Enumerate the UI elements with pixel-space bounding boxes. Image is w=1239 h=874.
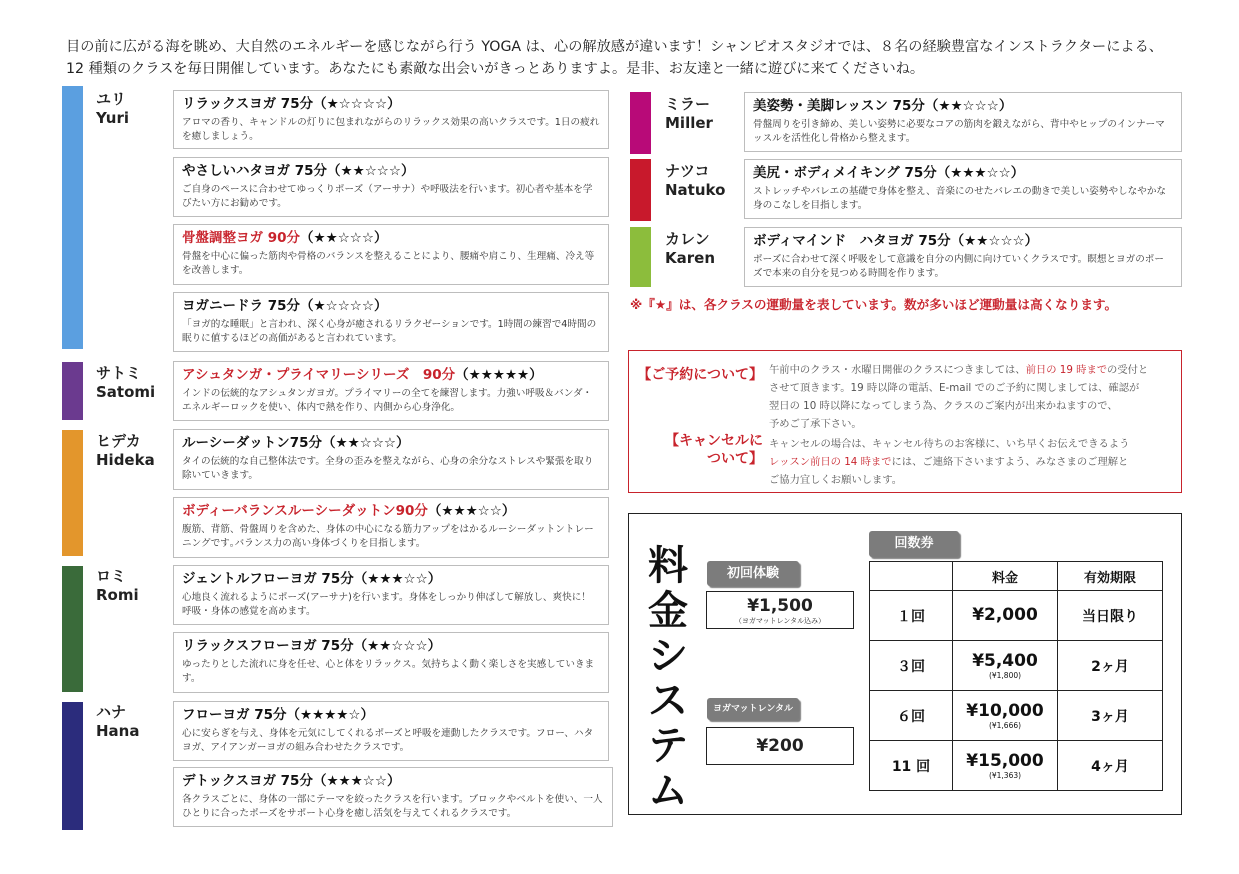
- instructor-bar-hideka: [62, 430, 83, 556]
- class-title: リラックスフローヨガ 75分（★★☆☆☆）: [182, 638, 442, 654]
- class-card[interactable]: [173, 429, 609, 490]
- class-card[interactable]: [173, 565, 609, 625]
- intro-line-1: 目の前に広がる海を眺め、大自然のエネルギーを感じながら行う YOGA は、心の解放感が違います！シャンピオスタジオでは、８名の経験豊富なインストラクターによる、: [66, 39, 1163, 55]
- class-title: ジェントルフローヨガ 75分（★★★☆☆）: [182, 571, 442, 587]
- class-title: デトックスヨガ 75分（★★★☆☆）: [182, 773, 401, 789]
- class-card[interactable]: [744, 159, 1182, 219]
- instructor-name-yuri: ユリ Yuri: [96, 90, 129, 127]
- intro-line-2: 12 種類のクラスを毎日開催しています。あなたにも素敵な出会いがきっとありますよ。是非、お友達と一緒に遊びに来てくださいね。: [66, 61, 925, 77]
- class-title: 美姿勢・美脚レッスン 75分（★★☆☆☆）: [753, 98, 1013, 114]
- instructor-name-natuko: ナツコ Natuko: [665, 162, 726, 199]
- ticket-tag: 回数券: [869, 531, 959, 557]
- trial-price: ¥1,500: [747, 596, 813, 616]
- class-card[interactable]: [173, 632, 609, 693]
- ticket-validity: 3ヶ月: [1058, 691, 1163, 741]
- cancel-label: 【キャンセルに ついて】: [665, 433, 763, 467]
- mat-price: ¥200: [756, 736, 804, 756]
- class-title: ルーシーダットン75分（★★☆☆☆）: [182, 435, 410, 451]
- class-desc: 骨盤周りを引き締め、美しい姿勢に必要なコアの筋肉を鍛えながら、背中やヒップのインナーマッスルを活性化し骨格から整えます。: [753, 119, 1165, 144]
- cancel-text: キャンセルの場合は、キャンセル待ちのお客様に、いち早くお伝えできるよう レッスン前日の 14 時までには、ご連絡下さいますよう、みなさまのご理解と ご協力宜しくお願いします。: [769, 438, 1130, 486]
- reservation-text: 午前中のクラス・水曜日開催のクラスにつきましては、前日の 19 時までの受付と させて頂きます。19 時以降の電話、E-mail でのご予約に関しましては、確認が 翌日の 10 時以降になってしまう為、クラスのご案内が出来かねますので、 予めご了承下さい。: [769, 364, 1149, 430]
- ticket-count: ３回: [870, 641, 953, 691]
- table-header: [870, 562, 953, 591]
- ticket-count: 11 回: [870, 741, 953, 791]
- trial-note: （ヨガマットレンタル込み）: [734, 617, 826, 625]
- class-desc: ゆったりとした流れに身を任せ、心と体をリラックス。気持ちよく動く楽しさを実感していきます。: [182, 659, 595, 684]
- class-desc: 心地良く流れるようにポーズ(アーサナ)を行います。身体をしっかり伸ばして解放し、爽快に！呼吸・身体の感覚を高めます。: [182, 592, 591, 617]
- instructor-name-hana: ハナ Hana: [96, 703, 140, 740]
- instructor-bar-hana: [62, 702, 83, 830]
- star-note: ※『★』は、各クラスの運動量を表しています。数が多いほど運動量は高くなります。: [630, 297, 1118, 312]
- class-desc: 各クラスごとに、身体の一部にテーマを絞ったクラスを行います。ブロックやベルトを使い、一人ひとりに合ったポーズをサポート心身を癒し活気を与えてくれるクラスです。: [182, 794, 603, 819]
- class-title: ヨガニードラ 75分（★☆☆☆☆）: [182, 298, 388, 314]
- table-header-row: [870, 562, 1163, 591]
- ticket-price: ¥2,000: [953, 591, 1058, 641]
- class-card[interactable]: [173, 701, 609, 761]
- table-row: [870, 741, 1163, 791]
- class-desc: インドの伝統的なアシュタンガヨガ。プライマリーの全てを練習します。力強い呼吸＆バンダ・エネルギーロックを使い、体内で熱を作り、内側から心身浄化。: [182, 388, 593, 413]
- ticket-price: ¥15,000 (¥1,363): [953, 741, 1058, 791]
- ticket-price: ¥10,000 (¥1,666): [953, 691, 1058, 741]
- class-card[interactable]: [173, 157, 609, 217]
- instructor-bar-romi: [62, 566, 83, 692]
- instructor-bar-yuri: [62, 86, 83, 349]
- class-desc: 骨盤を中心に偏った筋肉や骨格のバランスを整えることにより、腰痛や肩こり、生理痛、冷え等を改善します。: [182, 251, 595, 276]
- class-desc: 「ヨガ的な睡眠」と言われ、深く心身が癒されるリラクゼーションです。1時間の練習で4時間の眠りに値するほどの高価があると言われています。: [182, 319, 597, 344]
- class-title: やさしいハタヨガ 75分（★★☆☆☆）: [182, 163, 415, 179]
- trial-tag: 初回体験: [707, 561, 799, 586]
- instructor-name-miller: ミラー Miller: [665, 95, 713, 132]
- class-title: 美尻・ボディメイキング 75分（★★★☆☆）: [753, 165, 1025, 181]
- table-header: 料金: [953, 562, 1058, 591]
- intro-text: [66, 36, 1186, 80]
- mat-tag: ヨガマットレンタル: [707, 698, 799, 720]
- instructor-bar-satomi: [62, 362, 83, 420]
- class-desc: ポーズに合わせて深く呼吸をして意識を自分の内側に向けていくクラスです。瞑想とヨガのポーズで本来の自分を見つめる時間を作ります。: [753, 254, 1164, 279]
- class-card[interactable]: [173, 767, 613, 827]
- class-card[interactable]: [173, 292, 609, 352]
- class-card[interactable]: [173, 497, 609, 558]
- class-title: ボディーバランスルーシーダットン90分（★★★☆☆）: [182, 503, 516, 519]
- ticket-table: [869, 561, 1163, 791]
- class-card[interactable]: [173, 224, 609, 285]
- class-card[interactable]: [173, 361, 609, 421]
- mat-price-box: [706, 727, 854, 765]
- class-title: アシュタンガ・プライマリーシリーズ 90分（★★★★★）: [182, 367, 543, 383]
- reservation-label: 【ご予約について】: [637, 367, 763, 383]
- class-card[interactable]: [744, 92, 1182, 152]
- ticket-validity: 当日限り: [1058, 591, 1163, 641]
- class-desc: タイの伝統的な自己整体法です。全身の歪みを整えながら、心身の余分なストレスや緊張を取り除いていきます。: [182, 456, 594, 481]
- class-title: リラックスヨガ 75分（★☆☆☆☆）: [182, 96, 401, 112]
- ticket-count: ６回: [870, 691, 953, 741]
- table-row: [870, 691, 1163, 741]
- instructor-name-karen: カレン Karen: [665, 230, 715, 267]
- instructor-bar-karen: [630, 227, 651, 287]
- reservation-box: [628, 350, 1182, 493]
- ticket-validity: 2ヶ月: [1058, 641, 1163, 691]
- ticket-count: １回: [870, 591, 953, 641]
- instructor-bar-natuko: [630, 159, 651, 221]
- pricing-title: 料 金 シ ス テ ム: [648, 543, 688, 814]
- instructor-name-hideka: ヒデカ Hideka: [96, 432, 155, 469]
- class-card[interactable]: [173, 90, 609, 149]
- pricing-box: [628, 513, 1182, 815]
- class-desc: 腹筋、背筋、骨盤周りを含めた、身体の中心になる筋力アップをはかるルーシーダットントレーニングです｡バランス力の高い身体づくりを目指します。: [182, 524, 594, 549]
- class-card[interactable]: [744, 227, 1182, 287]
- instructor-name-romi: ロミ Romi: [96, 567, 139, 604]
- class-desc: アロマの香り、キャンドルの灯りに包まれながらのリラックス効果の高いクラスです。1日の疲れを癒しましょう。: [182, 117, 600, 142]
- table-row: [870, 641, 1163, 691]
- instructor-bar-miller: [630, 92, 651, 154]
- table-row: [870, 591, 1163, 641]
- class-desc: ストレッチやバレエの基礎で身体を整え、音楽にのせたバレエの動きで美しい姿勢やしなやかな身のこなしを目指します。: [753, 186, 1167, 211]
- ticket-validity: 4ヶ月: [1058, 741, 1163, 791]
- class-title: ボディマインド ハタヨガ 75分（★★☆☆☆）: [753, 233, 1039, 249]
- class-title: 骨盤調整ヨガ 90分（★★☆☆☆）: [182, 230, 388, 246]
- trial-price-box: [706, 591, 854, 629]
- table-header: 有効期限: [1058, 562, 1163, 591]
- instructor-name-satomi: サトミ Satomi: [96, 364, 156, 401]
- class-desc: 心に安らぎを与え、身体を元気にしてくれるポーズと呼吸を連動したクラスです。フロー、ハタヨガ、アイアンガーヨガの組み合わせたクラスです。: [182, 728, 594, 753]
- ticket-price: ¥5,400 (¥1,800): [953, 641, 1058, 691]
- class-desc: ご自身のペースに合わせてゆっくりポーズ（アーサナ）や呼吸法を行います。初心者や基本を学びたい方にお勧めです。: [182, 184, 593, 209]
- class-title: フローヨガ 75分（★★★★☆）: [182, 707, 374, 723]
